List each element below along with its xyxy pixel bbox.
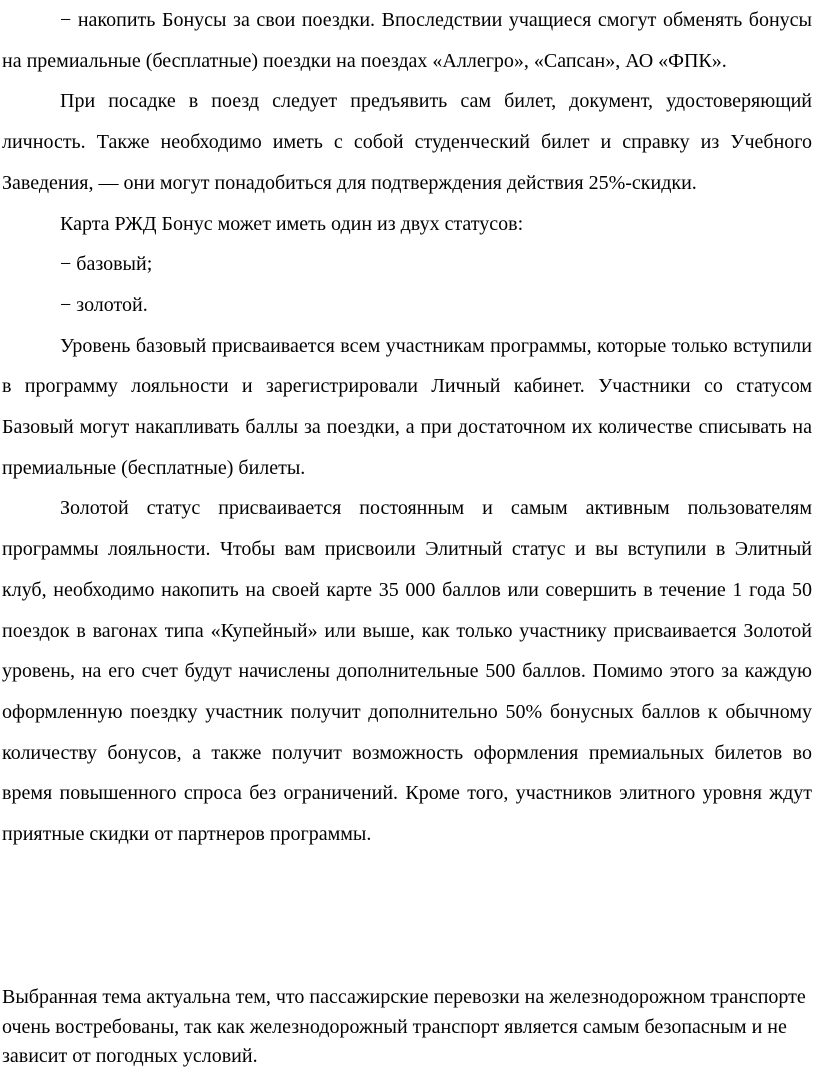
paragraph-bonus-accumulation: − накопить Бонусы за свои поездки. Впоследствии учащиеся смогут обменять бонусы на премиальные (бесплатные) поездки на поездах «Аллегро», «Сапсан», АО «ФПК». <box>2 9 812 72</box>
list-item-gold-status: − золотой. <box>60 293 148 316</box>
document-tail <box>2 983 812 1072</box>
paragraph-gold-level: Золотой статус присваивается постоянным и самым активным пользователям программы лояльности. Чтобы вам присвоили Элитный статус и вы вступили в Элитный клуб, необходимо накопить на своей карте 35 000 баллов или совершить в течение 1 года 50 поездок в вагонах типа «Купейный» или выше, как только участнику присваивается Золотой уровень, на его счет будут начислены дополнительные 500 баллов. Помимо этого за каждую оформленную поездку участник получит дополнительно 50% бонусных баллов к обычному количеству бонусов, а также получит возможность оформления премиальных билетов во время повышенного спроса без ограничений. Кроме того, участников элитного уровня ждут приятные скидки от партнеров программы. <box>2 497 812 846</box>
paragraph-card-statuses-intro: Карта РЖД Бонус может иметь один из двух статусов: <box>60 212 524 235</box>
document-body <box>2 0 812 855</box>
list-item-basic-status: − базовый; <box>60 253 153 276</box>
paragraph-boarding-documents: При посадке в поезд следует предъявить сам билет, документ, удостоверяющий личность. Также необходимо иметь с собой студенческий билет и справку из Учебного Заведения, — они могут понадобиться для подтверждения действия 25%-скидки. <box>2 90 812 194</box>
paragraph-basic-level: Уровень базовый присваивается всем участникам программы, которые только вступили в программу лояльности и зарегистрировали Личный кабинет. Участники со статусом Базовый могут накапливать баллы за поездки, а при достаточном их количестве списывать на премиальные (бесплатные) билеты. <box>2 334 812 479</box>
paragraph-topic-relevance: Выбранная тема актуальна тем, что пассажирские перевозки на железнодорожном транспорте очень востребованы, так как железнодорожный транспорт является самым безопасным и не зависит от погодных условий. <box>2 986 806 1067</box>
